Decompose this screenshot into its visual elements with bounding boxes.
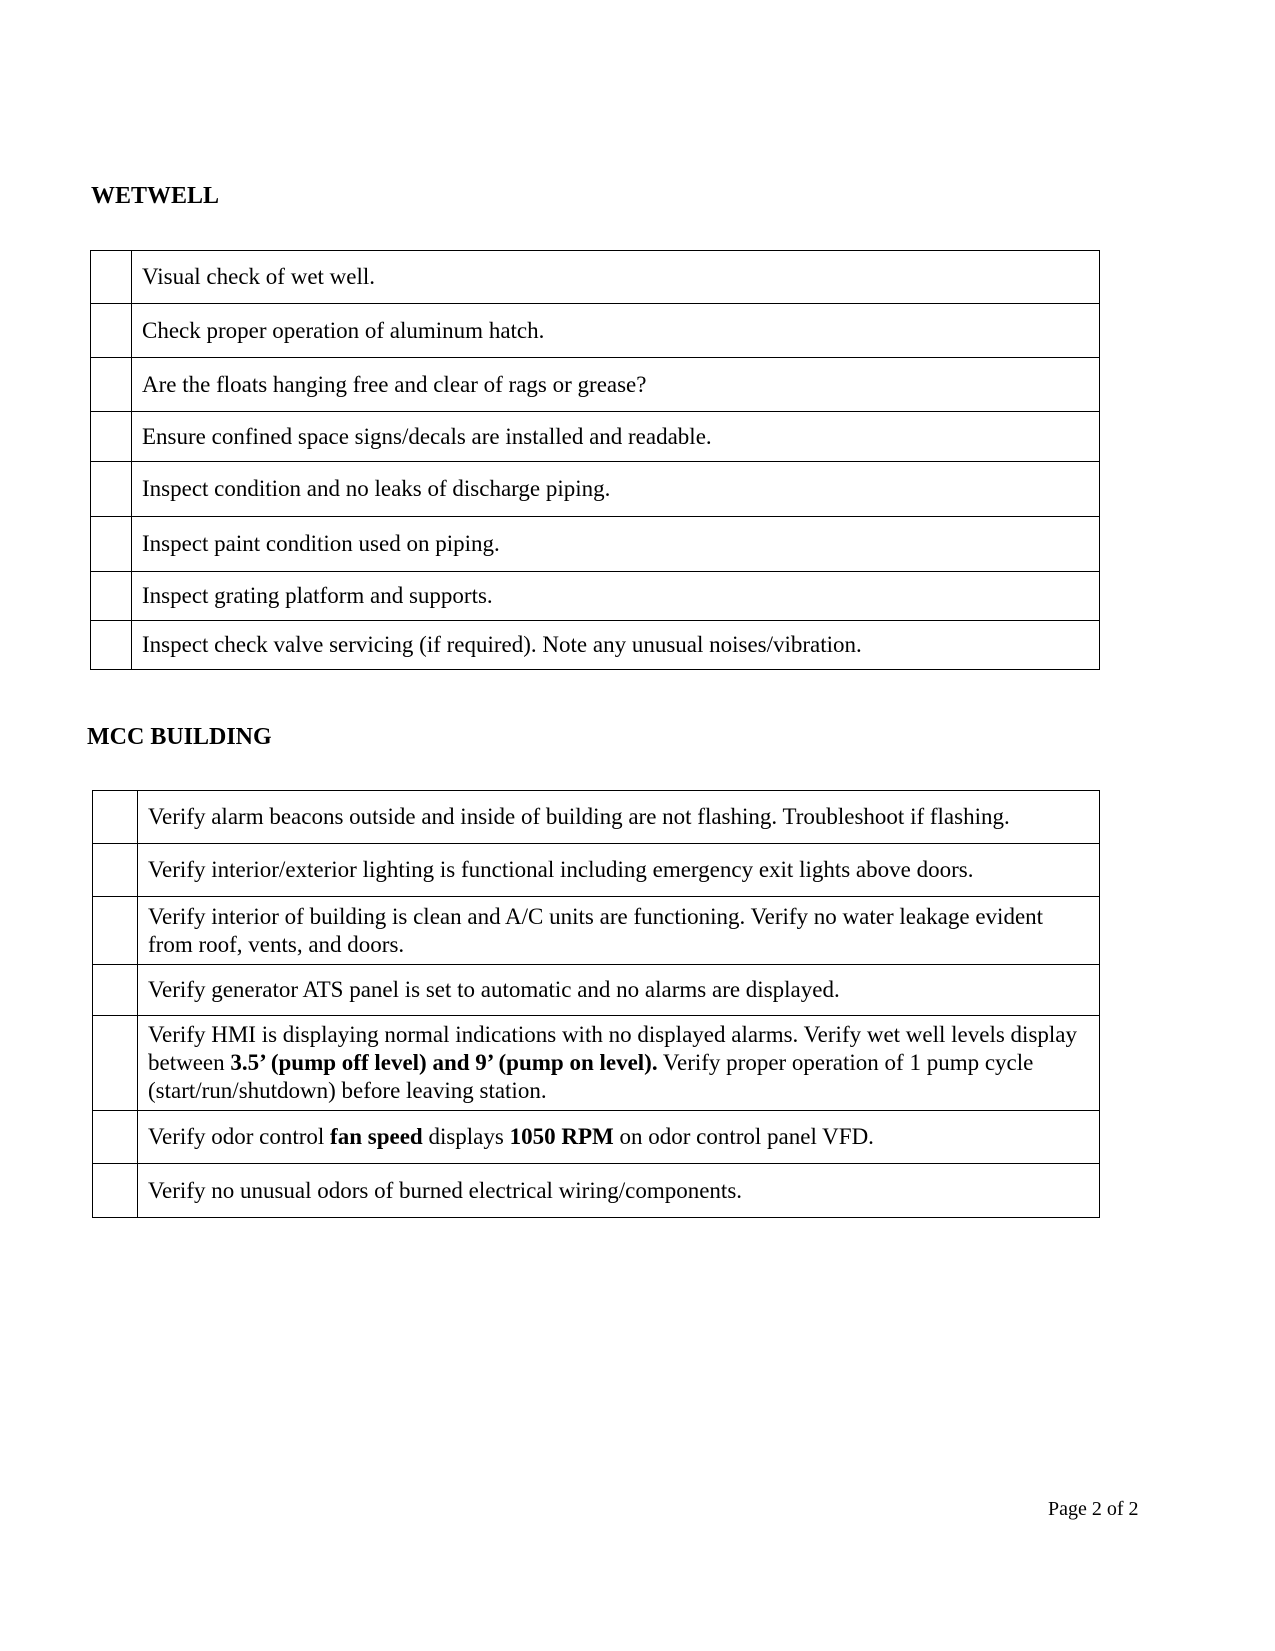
- wetwell-checklist: [90, 250, 1100, 670]
- checklist-row: [93, 844, 1100, 897]
- checkbox-cell[interactable]: [93, 1111, 138, 1164]
- checklist-item-text: [138, 965, 1100, 1016]
- checkbox-cell[interactable]: [91, 517, 132, 572]
- mcc-building-checklist: [92, 790, 1100, 1218]
- checklist-row: [91, 572, 1100, 621]
- text-segment: Verify interior/exterior lighting is functional including emergency exit lights above doors.: [148, 857, 974, 882]
- checklist-row: [91, 251, 1100, 304]
- checklist-item-text: [138, 1111, 1100, 1164]
- wetwell-heading: WETWELL: [91, 183, 220, 209]
- mcc-building-heading: MCC BUILDING: [87, 724, 272, 750]
- text-segment: Verify odor control: [148, 1124, 331, 1149]
- text-segment: Inspect paint condition used on piping.: [142, 531, 500, 556]
- checklist-item-text: [138, 1164, 1100, 1218]
- checklist-item-text: [132, 251, 1100, 304]
- checklist-item-text: [132, 572, 1100, 621]
- checklist-row: [93, 1164, 1100, 1218]
- checkbox-cell[interactable]: [91, 621, 132, 670]
- checkbox-cell[interactable]: [91, 412, 132, 462]
- bold-text-segment: 1050 RPM: [509, 1124, 614, 1149]
- checkbox-cell[interactable]: [93, 844, 138, 897]
- checklist-item-text: [138, 791, 1100, 844]
- checklist-row: [93, 965, 1100, 1016]
- checkbox-cell[interactable]: [93, 965, 138, 1016]
- text-segment: Verify generator ATS panel is set to automatic and no alarms are displayed.: [148, 977, 840, 1002]
- checklist-row: [91, 304, 1100, 358]
- checklist-item-text: [132, 462, 1100, 517]
- checklist-row: [91, 358, 1100, 412]
- text-segment: Inspect condition and no leaks of discharge piping.: [142, 476, 611, 501]
- checkbox-cell[interactable]: [91, 251, 132, 304]
- page-number: Page 2 of 2: [1048, 1498, 1139, 1520]
- text-segment: Ensure confined space signs/decals are installed and readable.: [142, 423, 712, 449]
- checklist-item-text: [132, 621, 1100, 670]
- text-segment: Are the floats hanging free and clear of rags or grease?: [142, 371, 647, 397]
- checklist-row: [93, 1016, 1100, 1111]
- checkbox-cell[interactable]: [91, 462, 132, 517]
- checklist-item-text: [132, 358, 1100, 412]
- checkbox-cell[interactable]: [91, 358, 132, 412]
- checklist-row: [93, 1111, 1100, 1164]
- text-segment: Visual check of wet well.: [142, 264, 376, 289]
- text-segment: Check proper operation of aluminum hatch.: [142, 317, 545, 343]
- checkbox-cell[interactable]: [91, 304, 132, 358]
- text-segment: Verify proper operation of 1 pump cycle (start/run/shutdown) before leaving station.: [148, 1050, 1034, 1103]
- checklist-row: [91, 621, 1100, 670]
- text-segment: displays: [422, 1124, 510, 1149]
- checklist-item-text: [132, 304, 1100, 358]
- text-segment: Verify no unusual odors of burned electrical wiring/components.: [148, 1177, 743, 1203]
- checklist-item-text: [138, 897, 1100, 965]
- bold-text-segment: 3.5’ (pump off level) and 9’ (pump on level).: [230, 1050, 658, 1075]
- checklist-row: [91, 462, 1100, 517]
- checkbox-cell[interactable]: [93, 897, 138, 965]
- checklist-item-text: [132, 412, 1100, 462]
- checklist-item-text: [138, 1016, 1100, 1111]
- checklist-row: [93, 791, 1100, 844]
- checklist-row: [93, 897, 1100, 965]
- bold-text-segment: fan speed: [330, 1124, 423, 1149]
- text-segment: Inspect grating platform and supports.: [142, 583, 493, 608]
- checkbox-cell[interactable]: [93, 1016, 138, 1111]
- checkbox-cell[interactable]: [93, 1164, 138, 1218]
- checkbox-cell[interactable]: [91, 572, 132, 621]
- checklist-row: [91, 412, 1100, 462]
- text-segment: Verify alarm beacons outside and inside of building are not flashing. Troubleshoot if flashing.: [148, 804, 1010, 829]
- text-segment: Verify interior of building is clean and A/C units are functioning. Verify no water leakage evident from roof, vents, and doors.: [148, 903, 1044, 957]
- checklist-item-text: [138, 844, 1100, 897]
- text-segment: Inspect check valve servicing (if required). Note any unusual noises/vibration.: [142, 632, 862, 657]
- checkbox-cell[interactable]: [93, 791, 138, 844]
- text-segment: Verify HMI is displaying normal indications with no displayed alarms. Verify wet well levels display between: [148, 1022, 1077, 1075]
- checklist-item-text: [132, 517, 1100, 572]
- text-segment: on odor control panel VFD.: [613, 1124, 874, 1149]
- checklist-row: [91, 517, 1100, 572]
